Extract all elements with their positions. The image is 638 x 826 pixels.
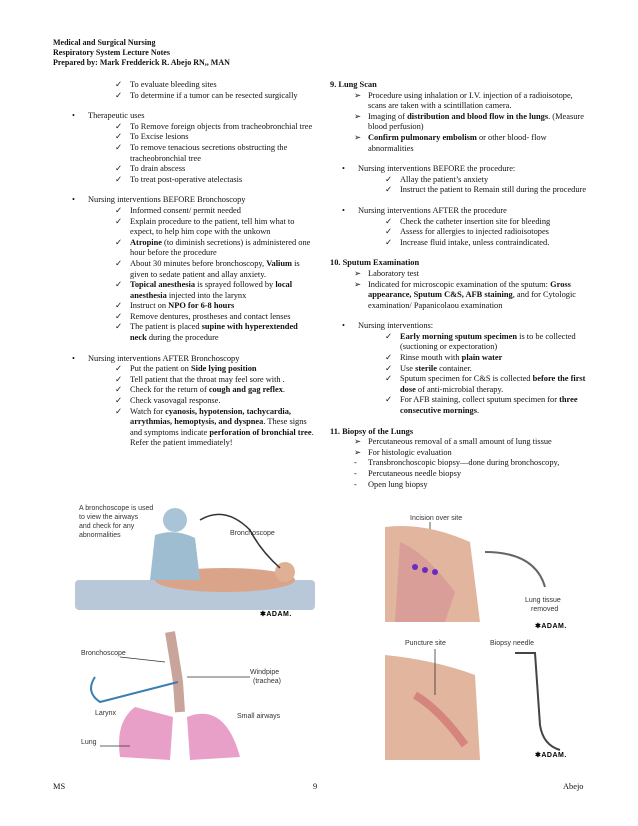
check-icon: ✓ [115, 174, 123, 184]
list-item: ✓ Watch for cyanosis, hypotension, tachycardia, arrythmias, hemoptysis, and dyspnea. These signs and symptoms indicate perforation of bronchial tree. Refer the patient immediately! [115, 406, 314, 448]
label-removed: removed [531, 606, 559, 613]
check-icon: ✓ [115, 164, 123, 174]
list-item: ✓ Instruct on NPO for 6-8 hours [115, 301, 235, 311]
check-icon: ✓ [115, 80, 123, 89]
check-icon: ✓ [115, 142, 123, 152]
open-lung-biopsy-illustration [385, 512, 585, 630]
list-item: ✓ To Excise lesions [115, 132, 189, 142]
label-small-airways: Small airways [237, 713, 281, 720]
dash-bullet-icon: - [354, 469, 357, 478]
list-item: - Transbronchoscopic biopsy—done during bronchoscopy, [354, 458, 560, 468]
list-item: ✓ For AFB staining, collect sputum specimen for three consecutive mornings. [385, 395, 578, 416]
check-icon: ✓ [115, 237, 123, 247]
check-icon: ✓ [115, 322, 123, 332]
trachea-shape [170, 632, 180, 712]
list-item: - Percutaneous needle biopsy [354, 469, 462, 478]
document-header [53, 38, 230, 68]
bronchoscope-tube [200, 514, 280, 568]
patient-head [275, 562, 295, 582]
adam-logo: ✱ADAM. [535, 752, 567, 759]
list-item: ✓ Increase fluid intake, unless contraindicated. [385, 237, 550, 247]
list-item: ✓ Sputum specimen for C&S is collected before the first dose of anti-microbial therapy. [385, 374, 586, 394]
check-icon: ✓ [385, 227, 393, 237]
bullet-item: • Nursing interventions BEFORE the procedure: [342, 164, 516, 174]
footer-left: MS [53, 782, 66, 791]
bullet-icon: • [72, 353, 75, 363]
footer-right: Abejo [563, 782, 584, 791]
airway-anatomy-illustration [75, 622, 320, 767]
arrow-bullet-icon: ➢ [354, 437, 362, 447]
bullet-item: • Nursing interventions AFTER Bronchoscopy [72, 353, 240, 363]
list-item: ✓ To remove tenacious secretions obstructing the tracheobronchial tree [115, 142, 288, 163]
check-icon: ✓ [385, 216, 393, 226]
header-course: Medical and Surgical Nursing [53, 38, 156, 47]
check-icon: ✓ [115, 205, 123, 215]
label-lung: Lung [81, 739, 97, 746]
check-icon: ✓ [385, 185, 393, 195]
list-item: ✓ Rinse mouth with plain water [385, 353, 503, 363]
check-icon: ✓ [385, 374, 393, 384]
footer-page-number: 9 [313, 782, 318, 791]
check-icon: ✓ [385, 331, 393, 341]
check-icon: ✓ [115, 311, 123, 321]
arrow-bullet-icon: ➢ [354, 447, 362, 457]
bullet-icon: • [72, 111, 75, 121]
list-item: ✓ Instruct the patient to Remain still during the procedure [385, 185, 587, 195]
dash-bullet-icon: - [354, 479, 357, 489]
figure-caption-line2: to view the airways [79, 514, 139, 521]
list-item: ➢ For histologic evaluation [354, 447, 452, 457]
list-item: ✓ Assess for allergies to injected radioisotopes [385, 227, 549, 237]
left-lung [119, 707, 173, 760]
check-icon: ✓ [115, 406, 123, 416]
adam-logo: ✱ADAM. [260, 611, 292, 618]
bullet-icon: • [342, 164, 345, 174]
section-heading-lung-scan: 9. Lung Scan [330, 80, 377, 89]
dash-bullet-icon: - [354, 458, 357, 468]
check-icon: ✓ [115, 258, 123, 268]
list-item: ➢ Laboratory test [354, 268, 419, 278]
check-icon: ✓ [385, 237, 393, 247]
section-heading-sputum: 10. Sputum Examination [330, 258, 420, 268]
list-item: ✓ To treat post-operative atelectasis [115, 174, 243, 184]
figure-caption-line1: A bronchoscope is used [79, 505, 154, 512]
bullet-item: • Nursing interventions: [342, 321, 434, 331]
bullet-item: • Nursing interventions AFTER the procedure [342, 205, 507, 215]
list-item: ✓ Allay the patient’s anxiety [385, 174, 489, 184]
list-item: ✓ Tell patient that the throat may feel sore with . [115, 374, 285, 384]
label-lung-tissue: Lung tissue [525, 597, 561, 604]
list-item: ➢ Confirm pulmonary embolism or other blood- flow abnormalities [354, 132, 547, 153]
list-item: ✓ Remove dentures, prostheses and contact lenses [115, 311, 291, 321]
list-item: ✓ Topical anesthesia is sprayed followed by local anesthesia injected into the larynx [115, 280, 293, 300]
needle-biopsy-illustration [385, 635, 585, 760]
list-item: ✓ Check for the return of cough and gag reflex. [115, 385, 285, 395]
figure-caption-line4: abnormalities [79, 532, 121, 539]
bullet-icon: • [72, 195, 75, 205]
list-item: ➢ Percutaneous removal of a small amount of lung tissue [354, 437, 552, 447]
list-item: ✓ Atropine (to diminish secretions) is administered one hour before the procedure [115, 237, 311, 258]
check-icon: ✓ [115, 132, 123, 142]
check-icon: ✓ [115, 121, 123, 131]
list-item: ✓ Check vasovagal response. [115, 396, 221, 406]
check-icon: ✓ [115, 374, 123, 384]
check-icon: ✓ [115, 364, 123, 374]
list-item: ✓ Use sterile container. [385, 363, 472, 373]
list-item: ✓ Explain procedure to the patient, tell him what to expect, to help him cope with the unkown [115, 216, 295, 237]
label-larynx: Larynx [95, 710, 117, 717]
header-notes: Respiratory System Lecture Notes [53, 48, 170, 57]
check-icon: ✓ [115, 385, 123, 395]
left-column [60, 80, 315, 449]
list-item: ✓ Informed consent/ permit needed [115, 205, 241, 215]
list-item: ➢ Imaging of distribution and blood flow in the lungs. (Measure blood perfusion) [354, 111, 584, 132]
bronchoscope-tube [91, 677, 178, 702]
arrow-bullet-icon: ➢ [354, 279, 362, 289]
check-icon: ✓ [115, 301, 123, 311]
check-icon: ✓ [385, 353, 393, 363]
right-lung [187, 714, 240, 760]
list-item: ➢ Procedure using inhalation or I.V. injection of a radioisotope, scans are taken with a scintillation camera. [354, 90, 573, 111]
arrow-bullet-icon: ➢ [354, 90, 362, 100]
list-item: ✓ To drain abscess [115, 164, 186, 174]
list-item: ✓ Put the patient on Side lying position [115, 364, 257, 374]
check-icon: ✓ [385, 363, 393, 373]
adam-logo: ✱ADAM. [535, 623, 567, 630]
check-icon: ✓ [115, 90, 123, 100]
label-trachea: (trachea) [253, 678, 282, 685]
bullet-icon: • [342, 205, 345, 215]
biopsy-needle [515, 653, 560, 750]
bronchoscope-label: Bronchoscope [230, 530, 275, 537]
check-icon: ✓ [115, 280, 123, 290]
right-column [330, 80, 592, 490]
bullet-icon: • [342, 321, 345, 331]
list-item: ✓ To Remove foreign objects from tracheobronchial tree [115, 121, 313, 131]
list-item: ✓ Early morning sputum specimen is to be collected (suctioning or expectoration) [385, 331, 576, 352]
bronchoscopy-illustration [75, 500, 320, 620]
bullet-item: • Nursing interventions BEFORE Bronchoscopy [72, 195, 246, 205]
doctor-head [163, 508, 187, 532]
label-bronchoscope: Bronchoscope [81, 650, 126, 657]
list-item: ✓ To determine if a tumor can be resected surgically [115, 90, 298, 100]
label-needle: Biopsy needle [490, 640, 534, 647]
list-item: ✓ The patient is placed supine with hyperextended neck during the procedure [115, 322, 298, 343]
arrow-bullet-icon: ➢ [354, 111, 362, 121]
doctor-gown [150, 532, 200, 580]
header-author: Prepared by: Mark Fredderick R. Abejo RN,, MAN [53, 58, 230, 67]
label-puncture: Puncture site [405, 640, 446, 647]
figure-caption-line3: and check for any [79, 523, 135, 530]
arrow-bullet-icon: ➢ [354, 132, 362, 142]
arrow-curve [485, 552, 545, 587]
list-item: - Open lung biopsy [354, 479, 428, 489]
section-heading-biopsy: 11. Biopsy of the Lungs [330, 426, 414, 436]
list-item: ➢ Indicated for microscopic examination of the sputum: Gross appearance, Sputum C&S, AFB staining, and for Cytologic examination/ Papanicolaou examination [354, 279, 577, 310]
list-item: ✓ Check the catheter insertion site for bleeding [385, 216, 551, 226]
label-windpipe: Windpipe [250, 669, 280, 676]
check-icon: ✓ [115, 216, 123, 226]
arrow-bullet-icon: ➢ [354, 268, 362, 278]
list-item: ✓ About 30 minutes before bronchoscopy, Valium is given to sedate patient and allay anxiety. [115, 258, 300, 279]
list-item: ✓ To evaluate bleeding sites [115, 80, 217, 89]
check-icon: ✓ [115, 396, 123, 406]
bullet-item: • Therapeutic uses [72, 111, 145, 121]
check-icon: ✓ [385, 395, 393, 405]
check-icon: ✓ [385, 174, 393, 184]
label-incision: Incision over site [410, 515, 463, 522]
